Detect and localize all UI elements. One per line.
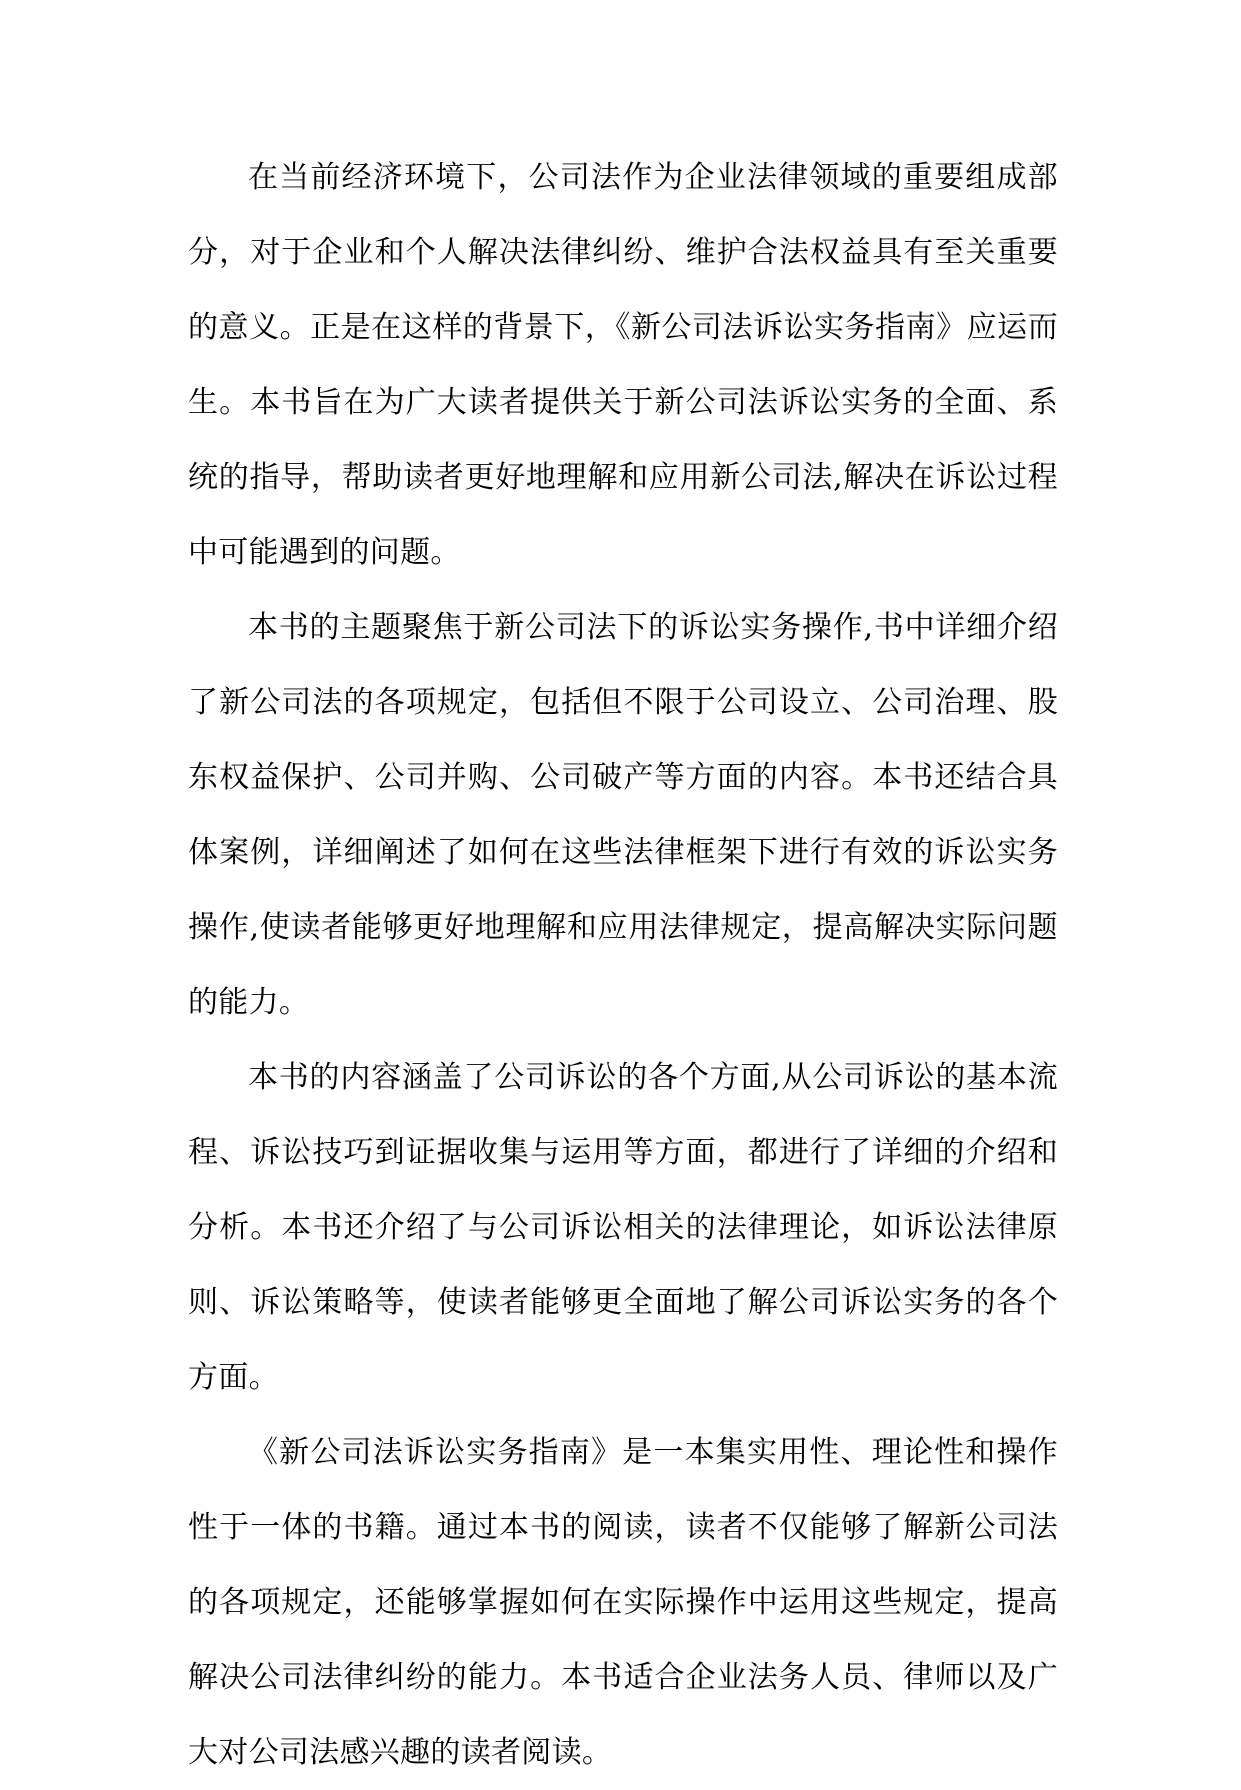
document-body [188,140,1058,1790]
paragraph-3: 本书的内容涵盖了公司诉讼的各个方面,从公司诉讼的基本流程、诉讼技巧到证据收集与运用等方面，都进行了详细的介绍和分析。本书还介绍了与公司诉讼相关的法律理论，如诉讼法律原则、诉讼策略等，使读者能够更全面地了解公司诉讼实务的各个方面。 [188,1060,1058,1395]
paragraph-1: 在当前经济环境下，公司法作为企业法律领域的重要组成部分，对于企业和个人解决法律纠纷、维护合法权益具有至关重要的意义。正是在这样的背景下，《新公司法诉讼实务指南》应运而生。本书旨在为广大读者提供关于新公司法诉讼实务的全面、系统的指导，帮助读者更好地理解和应用新公司法,解决在诉讼过程中可能遇到的问题。 [188,160,1058,570]
paragraph-2: 本书的主题聚焦于新公司法下的诉讼实务操作,书中详细介绍了新公司法的各项规定，包括但不限于公司设立、公司治理、股东权益保护、公司并购、公司破产等方面的内容。本书还结合具体案例，详细阐述了如何在这些法律框架下进行有效的诉讼实务操作,使读者能够更好地理解和应用法律规定，提高解决实际问题的能力。 [188,610,1058,1020]
paragraph-4: 《新公司法诉讼实务指南》是一本集实用性、理论性和操作性于一体的书籍。通过本书的阅读，读者不仅能够了解新公司法的各项规定，还能够掌握如何在实际操作中运用这些规定，提高解决公司法律纠纷的能力。本书适合企业法务人员、律师以及广大对公司法感兴趣的读者阅读。 [188,1435,1058,1770]
